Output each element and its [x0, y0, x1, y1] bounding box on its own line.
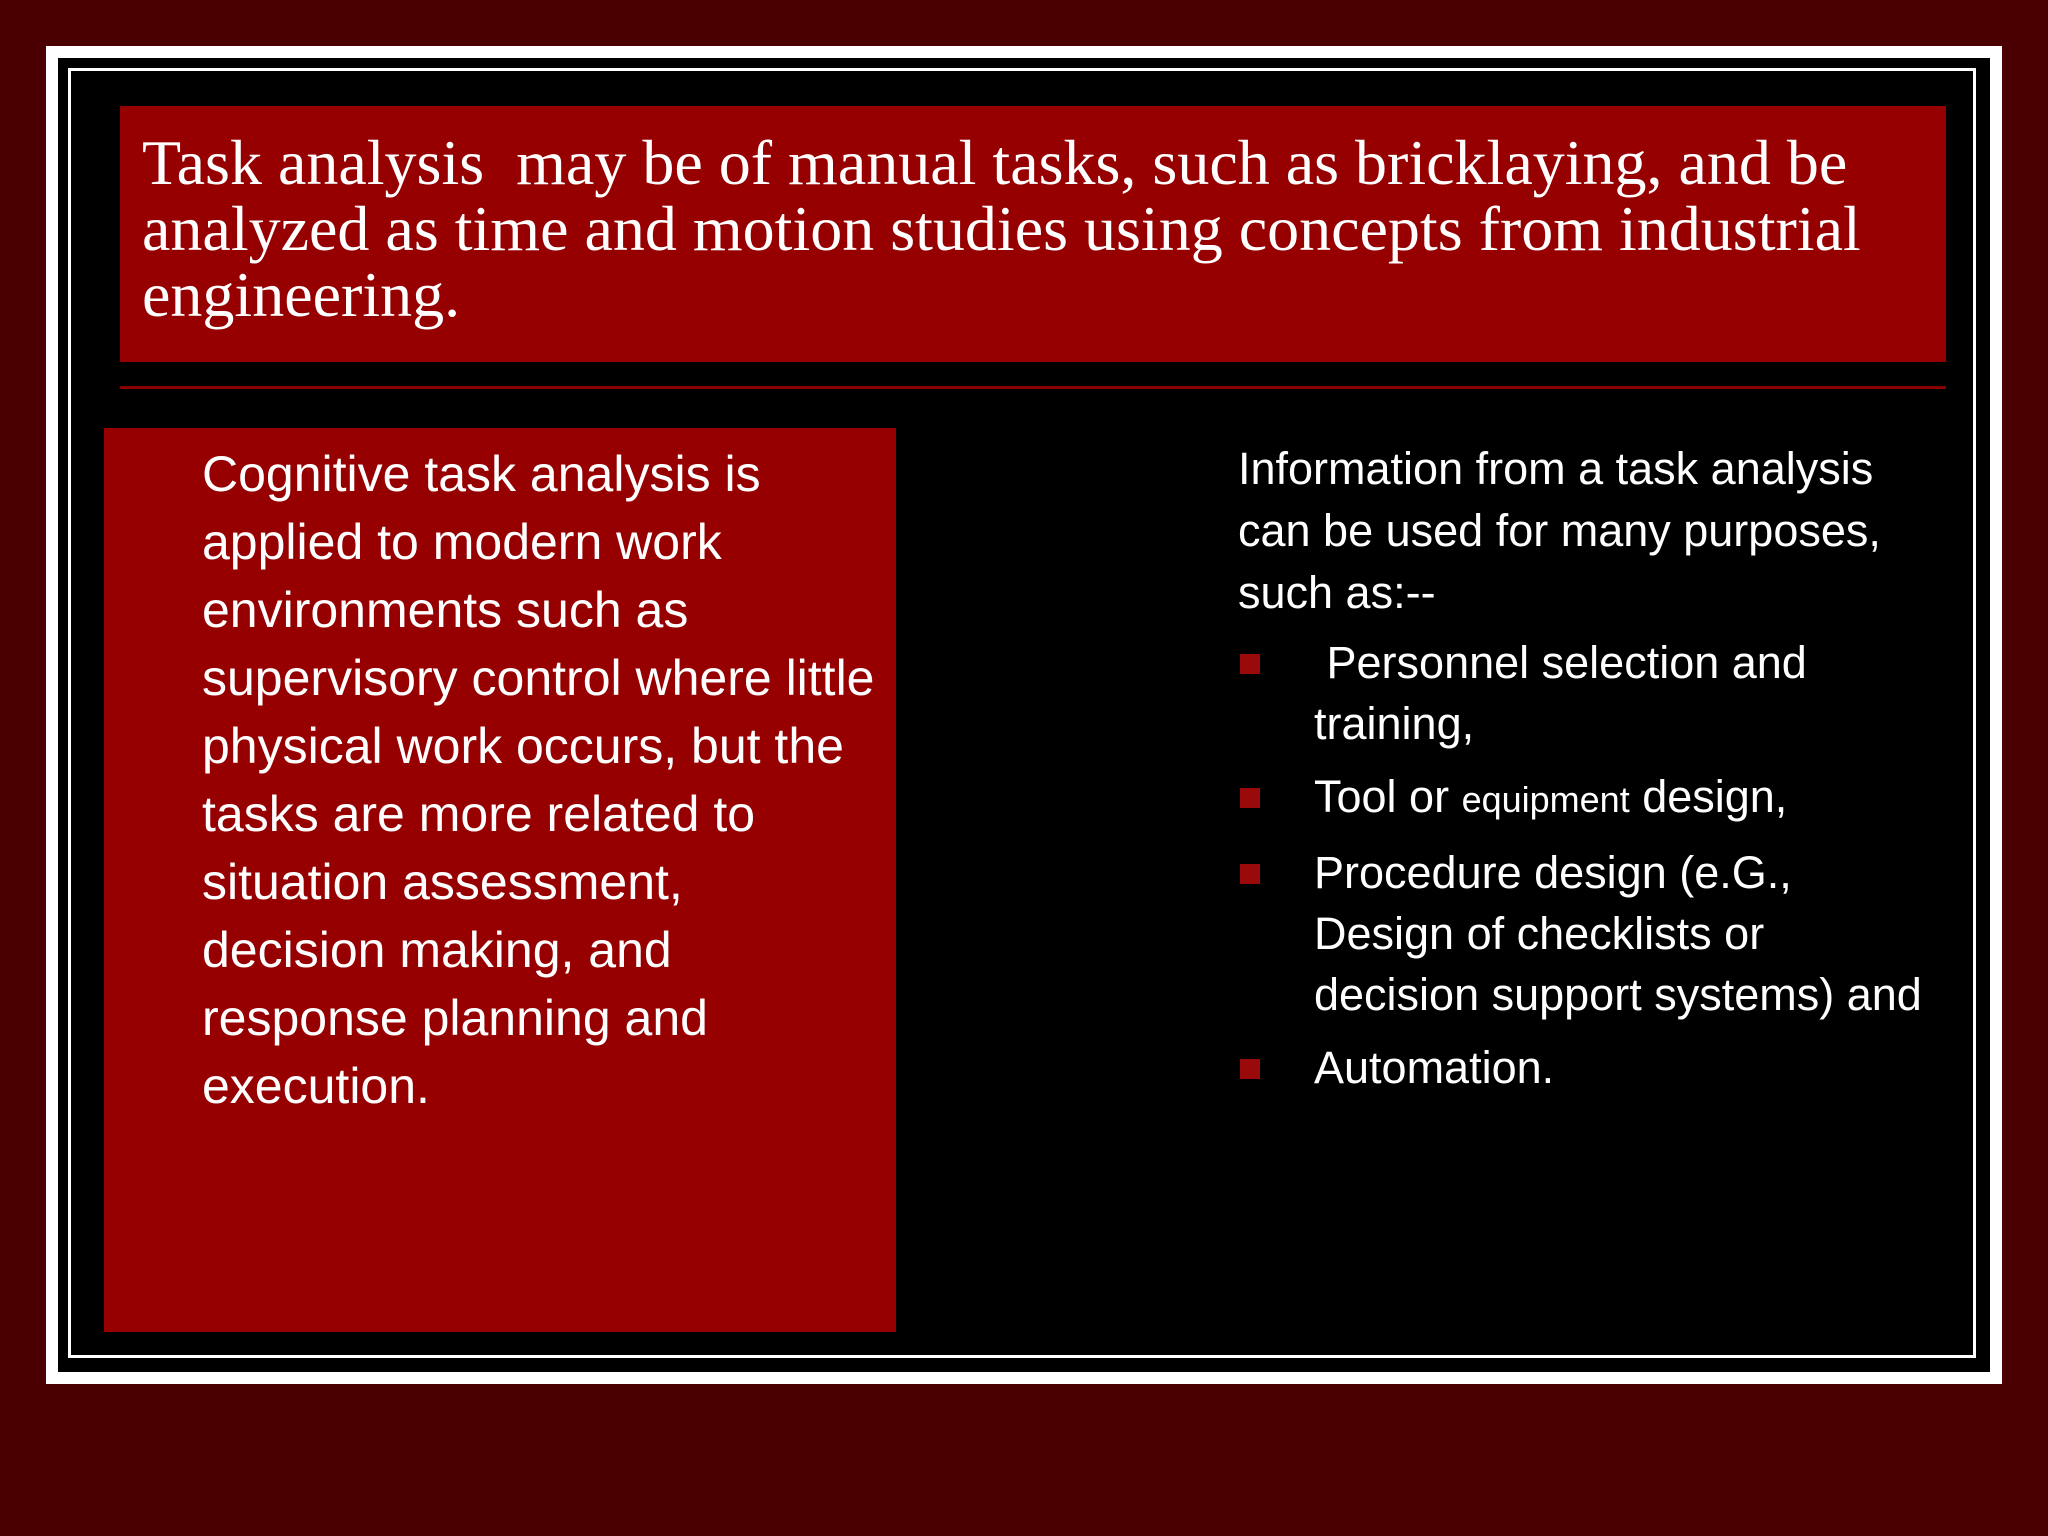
left-text-panel	[104, 428, 896, 1332]
slide-frame	[46, 46, 2002, 1384]
list-item	[1238, 842, 1938, 1025]
square-bullet-icon	[1240, 654, 1260, 674]
square-bullet-icon	[1240, 864, 1260, 884]
square-bullet-icon	[1240, 1059, 1260, 1079]
list-item	[1238, 1037, 1938, 1098]
title-box	[120, 106, 1946, 362]
purposes-list	[1238, 632, 1938, 1098]
slide-content-area	[58, 58, 1990, 1372]
list-item-text: Personnel selection and training,	[1314, 637, 1820, 749]
title-divider	[120, 386, 1946, 389]
information-intro-text: Information from a task analysis can be used for many purposes, such as:--	[1238, 443, 1881, 618]
list-item-small-text: equipment	[1461, 779, 1630, 820]
list-item	[1238, 766, 1938, 830]
cognitive-task-analysis-text: Cognitive task analysis is applied to modern work environments such as supervisory control where little physical work occurs, but the tasks are more related to situation assessment, decision making, and response planning and execution.	[202, 446, 875, 1114]
right-text-panel	[1238, 438, 1938, 1110]
slide-title: Task analysis may be of manual tasks, such as bricklaying, and be analyzed as time and motion studies using concepts from industrial engineering.	[142, 127, 1877, 330]
list-item-text: Tool or	[1314, 771, 1462, 822]
list-item-text: design,	[1629, 771, 1788, 822]
list-item	[1238, 632, 1938, 754]
list-item-text: Automation.	[1314, 1042, 1555, 1093]
square-bullet-icon	[1240, 788, 1260, 808]
list-item-text: Procedure design (e.G., Design of checklists or decision support systems) and	[1314, 847, 1922, 1020]
